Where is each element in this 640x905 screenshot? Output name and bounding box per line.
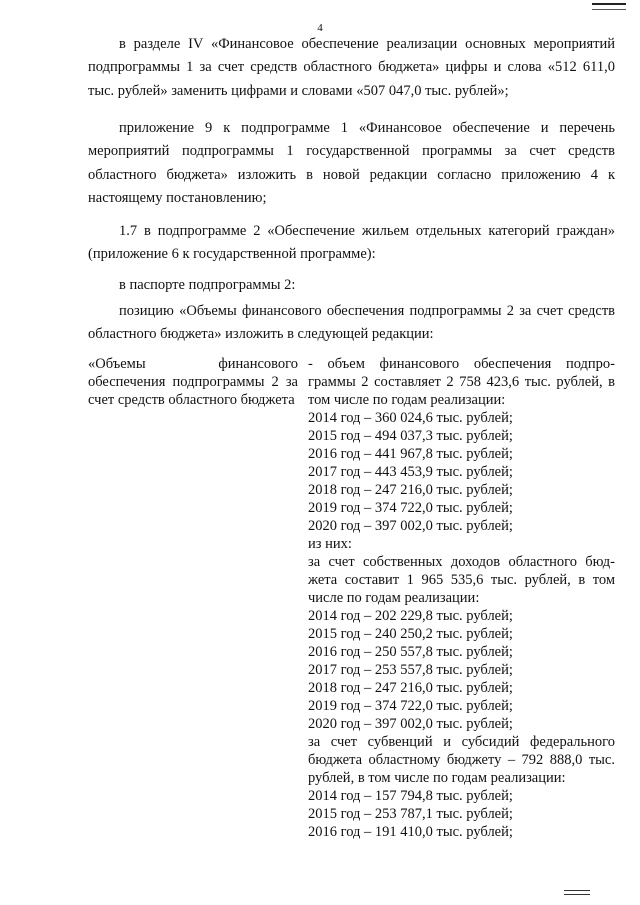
table-left-cell: «Объемы финансового обеспечения подпрограммы 2 за счет средств областного бюджета xyxy=(88,356,298,408)
paragraph-section-iv: в разделе IV «Финансовое обеспечение реализации основных мероприятий подпрограммы 1 за счет средств областного бюджета» цифры и слова «512 611,0 тыс. рублей» заменить цифрами и словами «507 047,0 тыс. рублей»; xyxy=(88,36,615,99)
year-row: 2016 год – 250 557,8 тыс. рублей; xyxy=(308,644,513,660)
year-row: 2016 год – 191 410,0 тыс. рублей; xyxy=(308,824,513,840)
own-revenue-line: за счет собственных доходов областного бюд- xyxy=(308,554,615,570)
year-row: 2017 год – 443 453,9 тыс. рублей; xyxy=(308,464,513,480)
year-row: 2020 год – 397 002,0 тыс. рублей; xyxy=(308,716,513,732)
paragraph-position: позицию «Объемы финансового обеспечения подпрограммы 2 за счет средств областного бюджета» изложить в следующей редакции: xyxy=(88,303,615,343)
year-row: 2015 год – 240 250,2 тыс. рублей; xyxy=(308,626,513,642)
of-them-label: из них: xyxy=(308,536,352,552)
federal-line: за счет субвенций и субсидий федерального xyxy=(308,734,615,750)
own-revenue-line: жета составит 1 965 535,6 тыс. рублей, в том xyxy=(308,572,615,588)
year-row: 2019 год – 374 722,0 тыс. рублей; xyxy=(308,698,513,714)
paragraph-1-7: 1.7 в подпрограмме 2 «Обеспечение жильем отдельных категорий граждан» (приложение 6 к государственной программе): xyxy=(88,223,615,263)
year-row: 2018 год – 247 216,0 тыс. рублей; xyxy=(308,680,513,696)
year-row: 2014 год – 202 229,8 тыс. рублей; xyxy=(308,608,513,624)
funding-line: граммы 2 составляет 2 758 423,6 тыс. рублей, в xyxy=(308,374,615,390)
year-row: 2018 год – 247 216,0 тыс. рублей; xyxy=(308,482,513,498)
scan-mark-bottom xyxy=(564,890,590,895)
year-row: 2014 год – 157 794,8 тыс. рублей; xyxy=(308,788,513,804)
page-number: 4 xyxy=(317,22,323,34)
year-row: 2015 год – 494 037,3 тыс. рублей; xyxy=(308,428,513,444)
table-right-cell xyxy=(308,355,615,841)
paragraph-appendix-9: приложение 9 к подпрограмме 1 «Финансовое обеспечение и перечень мероприятий подпрограммы 1 государственной программы за счет средств областного бюджета» изложить в новой редакции согласно приложению 4 к настоящему постановлению; xyxy=(88,120,615,207)
scan-mark-top xyxy=(592,3,626,10)
year-row: 2014 год – 360 024,6 тыс. рублей; xyxy=(308,410,513,426)
year-row: 2019 год – 374 722,0 тыс. рублей; xyxy=(308,500,513,516)
year-row: 2016 год – 441 967,8 тыс. рублей; xyxy=(308,446,513,462)
federal-line: рублей, в том числе по годам реализации: xyxy=(308,770,566,786)
year-row: 2020 год – 397 002,0 тыс. рублей; xyxy=(308,518,513,534)
funding-line: том числе по годам реализации: xyxy=(308,392,506,408)
funding-line: - объем финансового обеспечения подпро- xyxy=(308,356,615,372)
own-revenue-line: числе по годам реализации: xyxy=(308,590,480,606)
year-row: 2015 год – 253 787,1 тыс. рублей; xyxy=(308,806,513,822)
paragraph-passport: в паспорте подпрограммы 2: xyxy=(119,277,296,293)
year-row: 2017 год – 253 557,8 тыс. рублей; xyxy=(308,662,513,678)
federal-line: бюджета областному бюджету – 792 888,0 тыс. xyxy=(308,752,615,768)
